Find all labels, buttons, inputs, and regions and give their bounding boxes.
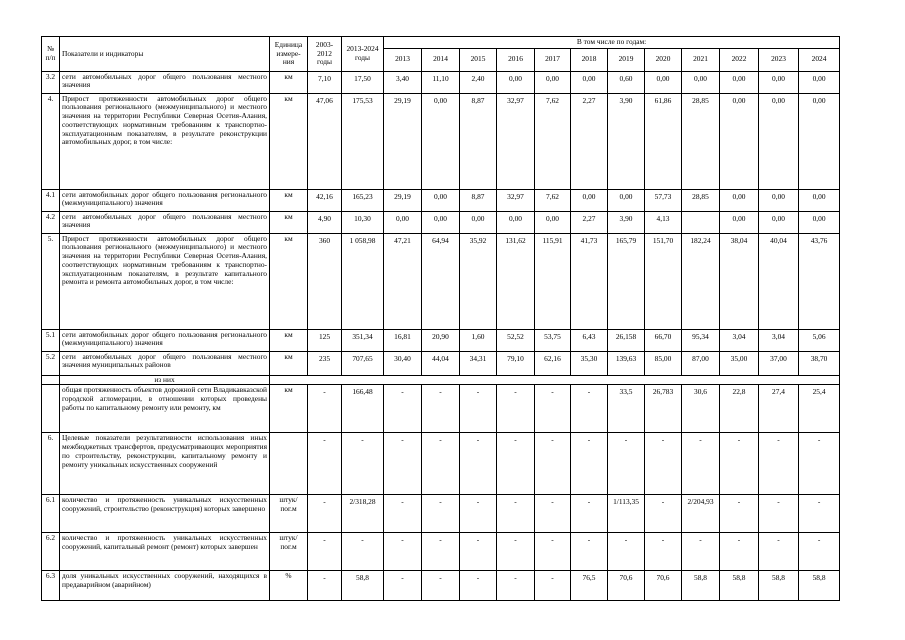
row-year-value: - [535,495,571,533]
header-year: 2015 [460,48,497,71]
row-year-value: 28,85 [682,93,720,189]
row-year-value: 0,00 [608,189,645,211]
row-number: 5.2 [42,351,60,375]
row-year-value: - [460,385,497,433]
row-year-value: 29,19 [384,93,422,189]
row-value-2013-2024: 10,30 [342,211,384,233]
row-year-value: 0,00 [759,93,799,189]
row-year-value: 0,00 [720,211,759,233]
row-year-value: 30,40 [384,351,422,375]
row-year-value: - [535,533,571,571]
row-number: 5. [42,233,60,329]
row-year-value: - [384,385,422,433]
header-year: 2017 [535,48,571,71]
row-year-value: 61,86 [645,93,682,189]
row-value-2013-2024: 707,65 [342,351,384,375]
row-value-2003-2012: - [308,495,342,533]
header-year: 2022 [720,48,759,71]
row-year-value: - [535,433,571,495]
row-number [42,385,60,433]
row-number: 4. [42,93,60,189]
row-year-value: 0,00 [497,211,535,233]
header-period-2003-2012: 2003-2012 годы [308,37,342,72]
table-row [42,433,840,495]
row-year-value [682,211,720,233]
row-year-value: 0,00 [571,71,608,93]
subheader-label: из них [60,375,270,385]
header-indicator: Показатели и индикаторы [60,37,270,72]
row-year-value: 5,06 [799,329,840,351]
header-year: 2013 [384,48,422,71]
row-value-2003-2012: - [308,533,342,571]
row-year-value: 0,00 [645,71,682,93]
row-year-value: 34,31 [460,351,497,375]
header-year: 2019 [608,48,645,71]
row-year-value: - [384,495,422,533]
row-year-value: 0,00 [422,211,460,233]
row-year-value: 0,00 [720,93,759,189]
row-year-value: 0,00 [759,189,799,211]
row-year-value: 0,00 [759,71,799,93]
row-value-2013-2024: 2/318,28 [342,495,384,533]
row-unit: км [270,329,308,351]
row-year-value: - [422,571,460,601]
row-year-value: 0,00 [422,189,460,211]
row-year-value: 0,00 [384,211,422,233]
table-row [42,495,840,533]
row-year-value: 0,00 [497,71,535,93]
header-unit: Единица измере-ния [270,37,308,72]
row-year-value: - [497,495,535,533]
row-year-value: 76,5 [571,571,608,601]
row-unit: км [270,93,308,189]
row-year-value: 44,04 [422,351,460,375]
row-year-value: 57,73 [645,189,682,211]
row-indicator: Прирост протяженности автомобильных дорог общего пользования регионального (межмуниципального) и местного значения на территории Республики Северная Осетия-Алания, соответствующих нормативным требованиям к транспортно-эксплуатационным показателям, в результате капитального ремонта и ремонта автомобильных дорог, в том числе: [60,233,270,329]
row-year-value: 0,00 [571,189,608,211]
row-year-value: 0,00 [799,71,840,93]
table-row [42,571,840,601]
row-year-value: 8,87 [460,93,497,189]
row-year-value: 3,90 [608,211,645,233]
row-number: 4.2 [42,211,60,233]
row-year-value: - [720,533,759,571]
row-value-2003-2012: 47,06 [308,93,342,189]
row-year-value: 0,00 [799,211,840,233]
header-year: 2016 [497,48,535,71]
row-year-value: 26,783 [645,385,682,433]
row-year-value: 0,00 [682,71,720,93]
row-indicator: Прирост протяженности автомобильных дорог общего пользования регионального (межмуниципального) и местного значения на территории Республики Северная Осетия-Алания, соответствующих нормативным требованиям к транспортно-эксплуатационным показателям, в результате реконструкции автомобильных дорог, в том числе: [60,93,270,189]
row-year-value: 0,00 [460,211,497,233]
row-unit: км [270,351,308,375]
row-year-value: 182,24 [682,233,720,329]
row-value-2003-2012: 125 [308,329,342,351]
row-year-value: - [497,433,535,495]
row-unit: км [270,211,308,233]
row-year-value: 41,73 [571,233,608,329]
row-value-2003-2012: 360 [308,233,342,329]
row-value-2013-2024: 175,53 [342,93,384,189]
row-value-2003-2012: 7,10 [308,71,342,93]
header-year: 2014 [422,48,460,71]
row-year-value: 85,00 [645,351,682,375]
row-year-value: - [571,385,608,433]
row-year-value: 4,13 [645,211,682,233]
header-year: 2018 [571,48,608,71]
row-year-value: - [535,385,571,433]
row-year-value: - [422,433,460,495]
row-year-value: 58,8 [720,571,759,601]
row-year-value: - [384,433,422,495]
row-year-value: 0,60 [608,71,645,93]
row-year-value: 70,6 [608,571,645,601]
row-number: 6.1 [42,495,60,533]
header-in-years: В том числе по годам: [384,37,840,49]
row-year-value: 0,00 [535,211,571,233]
row-year-value: 0,00 [535,71,571,93]
row-indicator: сети автомобильных дорог общего пользования регионального (межмуниципального) значения [60,329,270,351]
row-unit: км [270,71,308,93]
row-value-2013-2024: - [342,533,384,571]
table-row [42,211,840,233]
row-year-value: - [759,495,799,533]
row-indicator: количество и протяженность уникальных искусственных сооружений, строительство (реконструкция) которых завершено [60,495,270,533]
row-year-value: 43,76 [799,233,840,329]
row-indicator: сети автомобильных дорог общего пользования местного значения [60,211,270,233]
row-year-value: 95,34 [682,329,720,351]
row-year-value: - [720,433,759,495]
row-value-2003-2012: 42,16 [308,189,342,211]
row-year-value: 37,00 [759,351,799,375]
row-year-value: - [645,433,682,495]
row-number: 6.2 [42,533,60,571]
row-year-value: - [645,533,682,571]
header-year: 2023 [759,48,799,71]
row-year-value: 1/113,35 [608,495,645,533]
row-value-2003-2012: - [308,433,342,495]
row-year-value: - [422,533,460,571]
row-value-2013-2024: - [342,433,384,495]
row-year-value: - [384,571,422,601]
row-year-value: 62,16 [535,351,571,375]
table-body-main [42,71,840,375]
row-year-value: 0,00 [422,93,460,189]
table-row [42,385,840,433]
row-year-value: 30,6 [682,385,720,433]
row-year-value: 87,00 [682,351,720,375]
row-value-2003-2012: 4,90 [308,211,342,233]
row-year-value: 0,00 [720,71,759,93]
row-year-value: 0,00 [799,93,840,189]
table-row [42,329,840,351]
row-year-value: 52,52 [497,329,535,351]
row-year-value: 28,85 [682,189,720,211]
row-year-value: 131,62 [497,233,535,329]
row-year-value: 20,90 [422,329,460,351]
row-year-value: - [720,495,759,533]
row-year-value: 25,4 [799,385,840,433]
row-year-value: - [571,433,608,495]
row-number: 6.3 [42,571,60,601]
row-value-2013-2024: 17,50 [342,71,384,93]
row-year-value: - [422,495,460,533]
row-year-value: 53,75 [535,329,571,351]
row-year-value: 139,63 [608,351,645,375]
row-year-value: 47,21 [384,233,422,329]
row-indicator: сети автомобильных дорог общего пользования регионального (межмуниципального) значения [60,189,270,211]
row-value-2013-2024: 351,34 [342,329,384,351]
row-year-value: - [799,533,840,571]
row-year-value: 22,8 [720,385,759,433]
row-indicator: количество и протяженность уникальных искусственных сооружений, капитальный ремонт (ремонт) которых завершен [60,533,270,571]
row-year-value: 1,60 [460,329,497,351]
row-year-value: 3,90 [608,93,645,189]
row-value-2003-2012: - [308,571,342,601]
row-year-value: 3,04 [759,329,799,351]
row-indicator: сети автомобильных дорог общего пользования местного значения муниципальных районов [60,351,270,375]
row-year-value: 6,43 [571,329,608,351]
row-year-value: 38,04 [720,233,759,329]
row-year-value: 0,00 [759,211,799,233]
row-year-value: 16,81 [384,329,422,351]
row-number: 6. [42,433,60,495]
row-year-value: - [571,533,608,571]
row-year-value: 38,70 [799,351,840,375]
row-year-value: - [497,533,535,571]
row-value-2003-2012: - [308,385,342,433]
row-indicator: общая протяженность объектов дорожной сети Владикавказской городской агломерации, в отношении которых проведены работы по капитальному ремонту или ремонту, км [60,385,270,433]
row-year-value: 2/204,93 [682,495,720,533]
header-no: № п/п [42,37,60,72]
row-year-value: 32,97 [497,93,535,189]
row-year-value: 0,00 [799,189,840,211]
row-unit: штук/пог.м [270,533,308,571]
row-unit: штук/пог.м [270,495,308,533]
table-row [42,233,840,329]
row-year-value: 35,30 [571,351,608,375]
row-year-value: 70,6 [645,571,682,601]
row-year-value: 151,70 [645,233,682,329]
row-year-value: - [460,433,497,495]
row-indicator: Целевые показатели результативности использования иных межбюджетных трансфертов, предусматривающих мероприятия по строительству, реконструкции, капитальному ремонту и ремонту уникальных искусственных сооружений [60,433,270,495]
row-year-value: - [799,495,840,533]
row-year-value: 33,5 [608,385,645,433]
row-year-value: - [460,533,497,571]
row-year-value: 11,10 [422,71,460,93]
row-indicator: доля уникальных искусственных сооружений, находящихся в предаварийном (аварийном) [60,571,270,601]
row-year-value: 115,91 [535,233,571,329]
table-row [42,351,840,375]
row-year-value: 2,40 [460,71,497,93]
table-row [42,71,840,93]
row-year-value: 27,4 [759,385,799,433]
row-year-value: - [460,495,497,533]
row-year-value: 29,19 [384,189,422,211]
row-year-value: 3,40 [384,71,422,93]
row-year-value: - [497,571,535,601]
row-year-value: 2,27 [571,211,608,233]
row-year-value: - [384,533,422,571]
row-year-value: 79,10 [497,351,535,375]
row-number: 3.2 [42,71,60,93]
row-year-value: - [608,533,645,571]
row-year-value: 66,70 [645,329,682,351]
row-unit: % [270,571,308,601]
row-year-value: 26,158 [608,329,645,351]
subheader-row [42,375,840,385]
row-year-value: 58,8 [682,571,720,601]
table-row [42,189,840,211]
row-year-value: - [682,433,720,495]
table-row [42,93,840,189]
row-unit: км [270,189,308,211]
table-row [42,533,840,571]
row-value-2003-2012: 235 [308,351,342,375]
row-year-value: - [571,495,608,533]
row-year-value: - [645,495,682,533]
row-year-value: 7,62 [535,93,571,189]
row-value-2013-2024: 58,8 [342,571,384,601]
row-year-value: - [682,533,720,571]
row-number: 4.1 [42,189,60,211]
row-indicator: сети автомобильных дорог общего пользования местного значения [60,71,270,93]
row-year-value: - [497,385,535,433]
row-year-value: - [759,433,799,495]
row-year-value: 8,87 [460,189,497,211]
row-year-value: 165,79 [608,233,645,329]
row-year-value: 40,04 [759,233,799,329]
row-year-value: 3,04 [720,329,759,351]
row-year-value: - [799,433,840,495]
row-unit: км [270,233,308,329]
row-unit [270,433,308,495]
row-value-2013-2024: 165,23 [342,189,384,211]
header-year: 2021 [682,48,720,71]
row-year-value: 35,92 [460,233,497,329]
row-year-value: - [608,433,645,495]
row-unit: км [270,385,308,433]
header-year: 2020 [645,48,682,71]
row-year-value: 7,62 [535,189,571,211]
row-year-value: - [460,571,497,601]
row-value-2013-2024: 166,48 [342,385,384,433]
row-year-value: 32,97 [497,189,535,211]
row-year-value: - [759,533,799,571]
header-year: 2024 [799,48,840,71]
row-year-value: 2,27 [571,93,608,189]
row-year-value: - [535,571,571,601]
indicators-table [41,36,840,601]
row-year-value: 58,8 [759,571,799,601]
row-year-value: 35,00 [720,351,759,375]
row-number: 5.1 [42,329,60,351]
header-period-2013-2024: 2013-2024 годы [342,37,384,72]
row-year-value: - [422,385,460,433]
table-body-extra [42,385,840,601]
row-year-value: 64,94 [422,233,460,329]
row-value-2013-2024: 1 058,98 [342,233,384,329]
row-year-value: 58,8 [799,571,840,601]
row-year-value: 0,00 [720,189,759,211]
